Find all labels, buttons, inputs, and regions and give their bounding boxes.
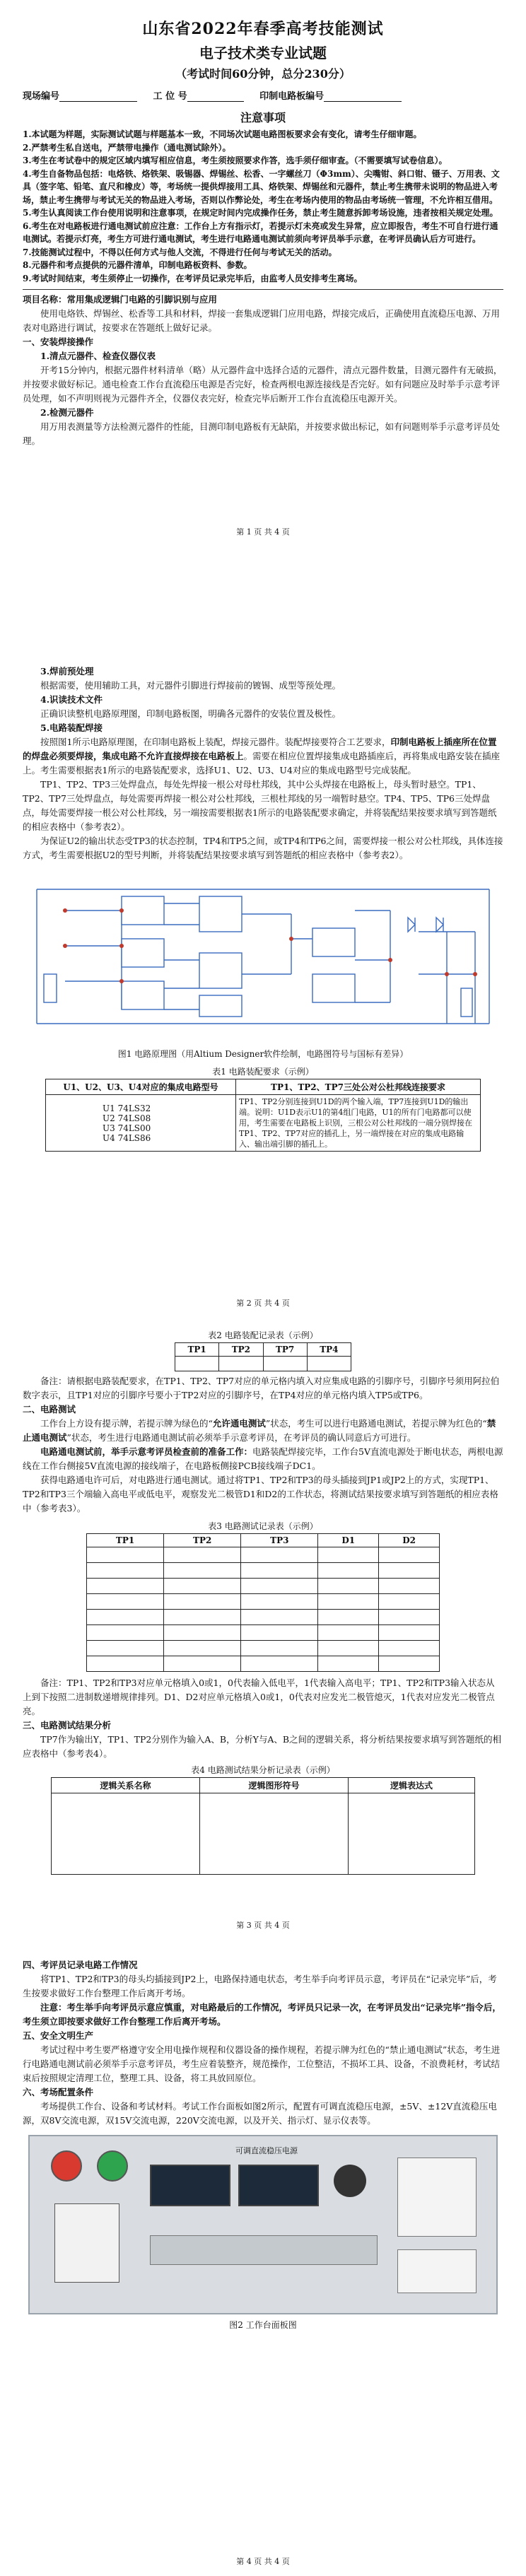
table3: TP1 TP2 TP3 D1 D2 — [86, 1533, 440, 1672]
analysis-paragraph: TP7作为输出Y，TP1、TP2分别作为输入A、B，分析Y与A、B之间的逻辑关系，将分析结果按要求填写到答题纸的相应表格中（参考表4）。 — [23, 1734, 502, 1759]
exam-no-label: 现场编号 — [23, 91, 60, 102]
record-paragraph-2: 注意：考生举手向考评员示意应慎重，对电路最后的工作情况，考评员只记录一次，在考评员发出“记录完毕”指令后，考生须立即按要求做好工作台整理工作后离开考场。 — [23, 2002, 501, 2027]
note-item: 4.考生自备物品包括：电烙铁、烙铁架、吸锡器、焊锡丝、松香、一字螺丝刀（Φ3mm）、尖嘴钳、斜口钳、镊子、万用表、文具（签字笔、铅笔、直尺和橡皮）等，考场统一提供焊接用工具、烙铁架、焊锡丝和元器件，禁止考生携带未说明的物品进入考场，禁止考生携带与考试无关的物品进入考场，否则以作弊论处，考生在考场内使用的物品由考场统一管理，不允许相互借用。 — [23, 168, 500, 205]
config-paragraph: 考场提供工作台、设备和考试材料。考试工作台面板如图2所示，配置有可调直流稳压电源，±5V、±12V直流稳压电源，双8V交流电源，双15V交流电源，220V交流电源，以及开关、指示灯、显示仪表等。 — [23, 2101, 497, 2126]
subsection-1-5: 5.电路装配焊接 — [40, 722, 103, 733]
panel-title: 可调直流稳压电源 — [235, 2146, 298, 2155]
note-item: 5.考生认真阅读工作台使用说明和注意事项，在规定时间内完成操作任务，禁止考生随意拆卸考场设施，违者按相关规定处理。 — [23, 208, 498, 218]
section-6-heading: 六、考场配置条件 — [23, 2087, 94, 2097]
fig1-caption: 图1 电路原理图（用Altium Designer软件绘制，电路图符号与国标有差异） — [117, 1049, 409, 1059]
project-section — [0, 293, 526, 448]
ac-socket — [397, 2158, 477, 2237]
note-item: 2.严禁考生私自送电，严禁带电操作（通电测试除外）。 — [23, 142, 231, 153]
assembly-paragraph-1: 按照图1所示电路原理图，在印制电路板上装配，焊接元器件。装配焊接要符合工艺要求，印制电路板上插座所在位置的焊盘必须要焊接，集成电路不允许直接焊接在电路板上。需要在相应位置焊接集成电路插座后，再将集成电路安装在插座上。考生需要根据表1所示的电路装配要求，选择U1、U2、U3、U4对应的集成电路型号完成装配。 — [23, 737, 501, 775]
subsection-1-1-text: 开考15分钟内，根据元器件材料清单（略）从元器件盒中选择合适的元器件，清点元器件数量，目测元器件有无破损，并按要求做好标记。通电检查工作台直流稳压电源是否完好，检查两根电源连接线是否完好。如有问题应及时举手示意考评员处理，如不声明则视为元器件齐全，仪器仪表完好，检查完毕后断开工作台直流稳压电源开关。 — [23, 365, 503, 404]
test-paragraph-2: 电路通电测试前，举手示意考评员检查前的准备工作：电路装配焊接完毕，工作台5V直流电源处于断电状态，两根电源线在工作台侧接5V直流电源的接线端子，在电路板侧接PCB接线端子DC1。 — [23, 1446, 503, 1471]
section-1-heading: 一、安装焊接操作 — [23, 336, 94, 347]
exam-title: 山东省2022年春季高考技能测试 — [142, 20, 384, 38]
table3-caption: 表3 电路测试记录表（示例） — [208, 1521, 318, 1531]
table2: TP1 TP2 TP7 TP4 — [175, 1342, 351, 1371]
page-2 — [0, 665, 526, 1315]
section-4-heading: 四、考评员记录电路工作情况 — [23, 1960, 138, 1970]
table1 — [45, 1079, 481, 1152]
exam-fields — [0, 81, 526, 102]
note-item: 6.考生在对电路板进行通电测试前应注意：工作台上方有指示灯，若提示灯未亮或发生异常，应立即报告，考生不可自行进行通电测试。若提示灯亮，考生方可进行通电测试，考生进行电路通电测试前须向考评员举手示意，在考评员确认后方可进行。 — [23, 221, 498, 244]
breaker-switch — [54, 2203, 119, 2283]
station-no-label: 工 位 号 — [153, 91, 187, 102]
subsection-1-4-text: 正确识读整机电路原理图，印制电路板图，明确各元器件的安装位置及极性。 — [40, 708, 341, 719]
subsection-1-4: 4.识读技术文件 — [40, 694, 103, 705]
notes-heading: 注意事项 — [240, 111, 286, 124]
table1-ic-list: U1 74LS32 U2 74LS08 U3 74LS00 U4 74LS86 — [46, 1095, 236, 1152]
test-paragraph-1: 工作台上方设有提示牌，若提示牌为绿色的“允许通电测试”状态，考生可以进行电路通电测试，若提示牌为红色的“禁止通电测试”状态，考生进行电路通电测试前必须举手示意考评员，在考评员的确认同意后方可进行。 — [23, 1418, 496, 1443]
power-indicator-red — [51, 2150, 82, 2182]
table4-caption: 表4 电路测试结果分析记录表（示例） — [191, 1765, 335, 1775]
safety-paragraph: 考试过程中考生要严格遵守安全用电操作规程和仪器设备的操作规程，若提示牌为红色的“禁止通电测试”状态，考生进行电路通电测试前必须举手示意考评员，考生应着装整齐，规范操作，工位整洁，不损坏工具、设备，不浪费耗材，考试结束后按照规定清理工位，整理工具、设备，将工具放回原位。 — [23, 2044, 501, 2083]
project-intro: 使用电烙铁、焊锡丝、松香等工具和材料，焊接一套集成逻辑门应用电路，焊接完成后，正确使用直流稳压电源、万用表对电路进行调试，按要求在答题纸上做好记录。 — [23, 308, 501, 333]
subsection-1-1: 1.清点元器件、检查仪器仪表 — [40, 351, 156, 361]
page-number: 第 3 页 共 4 页 — [236, 1921, 290, 1930]
assembly-paragraph-3: 为保证U2的输出状态受TP3的状态控制，TP4和TP5之间，或TP4和TP6之间，需要焊接一根公对公杜邦线，具体连接方式，考生需要根据U2的型号判断，并将装配结果按要求填写到答题纸的相应表格中（参考表2）。 — [23, 836, 503, 860]
note-item: 1.本试题为样题，实际测试试题与样题基本一致，不同场次试题电路图板要求会有变化，请考生仔细审题。 — [23, 129, 422, 139]
power-indicator-green — [97, 2150, 128, 2182]
subsection-1-2-text: 用万用表测量等方法检测元器件的性能，目测印制电路板有无缺陷，并按要求做出标记，如有问题则举手示意考评员处理。 — [23, 421, 501, 446]
table2-caption: 表2 电路装配记录表（示例） — [208, 1330, 318, 1340]
voltage-display — [150, 2165, 230, 2206]
notes-list — [0, 128, 526, 285]
table1-header: U1、U2、U3、U4对应的集成电路型号 — [46, 1079, 236, 1095]
record-paragraph-1: 将TP1、TP2和TP3的母头均插接到JP2上，电路保持通电状态，考生举手向考评员示意，考评员在“记录完毕”后，考生按要求做好工作台整理工作后离开考场。 — [23, 1974, 497, 1998]
adjust-knob — [334, 2165, 366, 2197]
terminal-row — [150, 2235, 378, 2265]
section-2-heading: 二、电路测试 — [23, 1404, 76, 1415]
note-item: 9.考试时间结束，考生须停止一切操作，在考评员记录完毕后，由监考人员安排考生离场。 — [23, 273, 363, 283]
circuit-schematic — [23, 868, 503, 1045]
page-number: 第 2 页 共 4 页 — [236, 1299, 290, 1308]
section-3-heading: 三、电路测试结果分析 — [23, 1720, 112, 1731]
table1-header: TP1、TP2、TP7三处公对公杜邦线连接要求 — [236, 1079, 481, 1095]
table3-note: 备注：TP1、TP2和TP3对应单元格填入0或1，0代表输入低电平，1代表输入高电平；TP1、TP2和TP3输入状态从上到下按照二进制数递增规律排列。D1、D2对应单元格填入0或1，0代表对应发光二极管熄灭，1代表对应发光二极管点亮。 — [23, 1678, 495, 1716]
subsection-1-2: 2.检测元器件 — [40, 407, 94, 418]
workbench-panel — [28, 2135, 498, 2314]
page-number: 第 1 页 共 4 页 — [236, 527, 290, 537]
fig2-caption: 图2 工作台面板图 — [229, 2320, 297, 2330]
assembly-paragraph-2: TP1、TP2、TP3三处焊盘点，每处先焊接一根公对母杜邦线，其中公头焊接在电路板上，母头暂时悬空。TP1、TP2、TP7三处焊盘点，每处需要再焊接一根公对公杜邦线，三根杜邦线的另一端暂时悬空。TP4、TP5、TP6三处焊盘点，每处需要焊接一根公对公杜邦线，另一端按需要根据表1所示的电路装配要求确定，并将装配结果按要求填写到答题纸的相应表格中（参考表2）。 — [23, 779, 497, 832]
page-1 — [0, 0, 526, 544]
section-5-heading: 五、安全文明生产 — [23, 2030, 94, 2041]
current-display — [238, 2165, 319, 2206]
time-note: （考试时间60分钟，总分230分） — [175, 67, 351, 81]
note-item: 8.元器件和考点提供的元器件清单，印制电路板资料、参数。 — [23, 260, 252, 270]
note-item: 7.技能测试过程中，不得以任何方式与他人交流，不得进行任何与考试无关的活动。 — [23, 247, 337, 257]
pcb-no-label: 印制电路板编号 — [259, 91, 325, 102]
page-4 — [0, 1958, 526, 2576]
table1-requirement: TP1、TP2分别连接到U1D的两个输入端，TP7连接到U1D的输出端。说明：U1D表示U1的第4组门电路，U1的所有门电路都可以使用，考生需要在电路板上识别，三根公对公杜邦线的一端分别焊接在TP1、TP2、TP7对应的插孔上，另一端焊接在对应的集成电路输入、输出端引脚的插孔上。 — [236, 1095, 481, 1152]
table1-caption: 表1 电路装配要求（示例） — [212, 1067, 314, 1077]
exam-subtitle: 电子技术类专业试题 — [199, 45, 327, 62]
table4: 逻辑关系名称 逻辑图形符号 逻辑表达式 — [51, 1777, 475, 1875]
subsection-1-3-text: 根据需要，使用辅助工具，对元器件引脚进行焊接前的镀锡、成型等预处理。 — [40, 680, 341, 691]
ac-socket — [397, 2249, 477, 2293]
test-paragraph-3: 获得电路通电许可后，对电路进行通电测试。通过将TP1、TP2和TP3的母头插接到JP1或JP2上的方式，实现TP1、TP2和TP3三个端输入高电平或低电平，观察发光二极管D1和D2的工作状态，将测试结果按要求填写到答题纸的相应表格中（参考表3）。 — [23, 1475, 498, 1514]
page-number: 第 4 页 共 4 页 — [236, 2557, 290, 2566]
page-3 — [0, 1329, 526, 1937]
project-title: 项目名称：常用集成逻辑门电路的引脚识别与应用 — [23, 294, 218, 305]
subsection-1-3: 3.焊前预处理 — [40, 666, 94, 677]
note-item: 3.考生在考试卷中的规定区域内填写相应信息，考生须按照要求作答，选手须仔细审查。（不需要填写试卷信息）。 — [23, 156, 448, 165]
table2-note: 备注：请根据电路装配要求，在TP1、TP2、TP7对应的单元格内填入对应集成电路的引脚序号，引脚序号须用阿拉伯数字表示，且TP1对应的引脚序号要小于TP2对应的引脚序号，在TP4对应的单元格内填入TP5或TP6。 — [23, 1376, 500, 1400]
